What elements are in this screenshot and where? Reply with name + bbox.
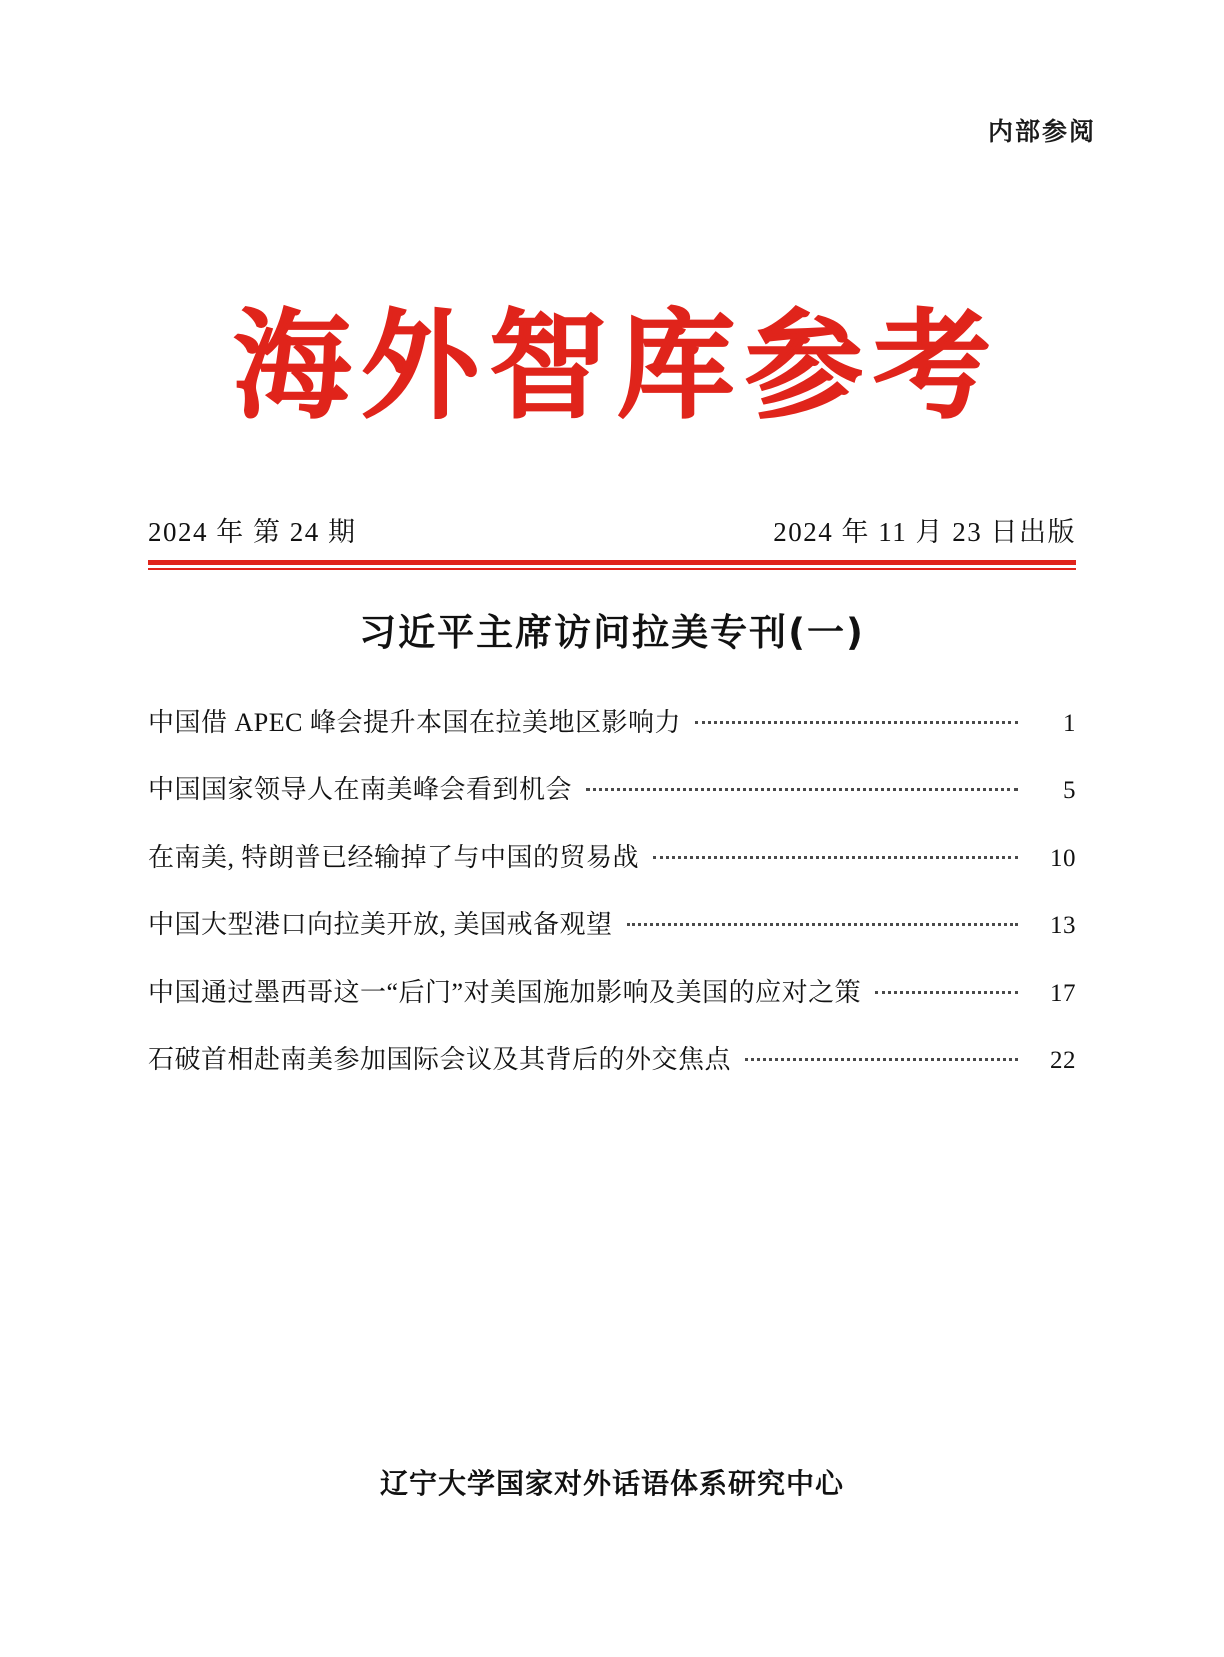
red-divider — [148, 560, 1076, 570]
issue-info-row — [148, 510, 1076, 549]
toc-page-number: 5 — [1063, 777, 1076, 805]
toc-page-number: 22 — [1050, 1046, 1076, 1074]
toc-leader-dots — [695, 721, 1018, 724]
toc-leader-dots — [586, 788, 1018, 791]
toc-entry-title: 中国国家领导人在南美峰会看到机会 — [148, 775, 573, 805]
publisher-footer: 辽宁大学国家对外话语体系研究中心 — [379, 1467, 844, 1500]
publication-date: 2024 年 11 月 23 日出版 — [773, 517, 1076, 547]
issue-number: 2024 年 第 24 期 — [148, 517, 357, 547]
toc-entry-title: 在南美, 特朗普已经输掉了与中国的贸易战 — [148, 842, 640, 872]
toc-entry-title: 中国借 APEC 峰会提升本国在拉美地区影响力 — [148, 708, 681, 737]
list-item[interactable] — [148, 840, 1076, 876]
toc-page-number: 17 — [1050, 979, 1076, 1007]
toc-leader-dots — [875, 991, 1018, 994]
internal-reference-label: 内部参阅 — [987, 119, 1096, 146]
toc-leader-dots — [627, 923, 1018, 926]
list-item[interactable] — [148, 907, 1076, 943]
list-item[interactable] — [148, 1042, 1076, 1078]
toc-leader-dots — [653, 856, 1018, 859]
list-item[interactable] — [148, 705, 1076, 741]
publication-masthead-title: 海外智库参考 — [232, 296, 1001, 435]
toc-entry-title: 石破首相赴南美参加国际会议及其背后的外交焦点 — [148, 1044, 732, 1074]
toc-page-number: 13 — [1050, 912, 1076, 940]
list-item[interactable] — [148, 975, 1076, 1011]
toc-leader-dots — [745, 1058, 1018, 1061]
list-item[interactable] — [148, 772, 1076, 808]
toc-page-number: 10 — [1050, 844, 1076, 872]
red-rule-thin — [148, 568, 1076, 570]
toc-page-number: 1 — [1063, 710, 1076, 737]
toc-entry-title: 中国大型港口向拉美开放, 美国戒备观望 — [148, 910, 613, 940]
table-of-contents — [148, 705, 1076, 1109]
toc-entry-title: 中国通过墨西哥这一“后门”对美国施加影响及美国的应对之策 — [148, 977, 862, 1007]
special-issue-title: 习近平主席访问拉美专刊(一) — [359, 611, 865, 654]
